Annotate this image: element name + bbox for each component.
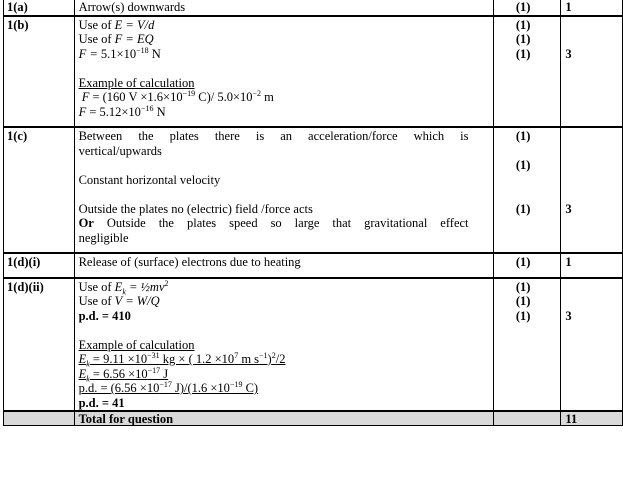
answer-cell [74,278,493,412]
table-row-1a [4,0,623,16]
answer-line: Use of $E_k$ = $\frac{1}{2}mv^2$ [78,278,169,296]
table-row-1dii [4,278,623,412]
calc-line: F = (160 $V \times 1.6\times 10^{-19}$ C)/ $5.0\times 10^{-2}$ m [81,88,274,104]
total-row [4,411,623,426]
total-mark: 3 [561,278,623,412]
total-mark: 3 [561,16,623,128]
example-title: Example of calculation [78,75,195,90]
answer-text: Release of (surface) electrons due to heating [78,255,301,269]
table-row-1b [4,16,623,128]
question-number: 1(d)(ii) [4,278,75,412]
total-mark: 1 [561,0,623,16]
calc-line: $F = 5.12\times 10^{-16}$ N [78,103,166,119]
answer-line: p.d. = 41 [78,395,125,410]
table-row-1c [4,127,623,253]
grand-total: 11 [561,411,623,426]
mark-scheme-table [3,0,623,426]
example-title: Example of calculation [78,337,195,352]
answer-line: Use of E = V/d [78,17,155,32]
question-number: 1(d)(i) [4,253,75,278]
total-mark: 1 [561,253,623,278]
answer-cell [74,16,493,128]
answer-line: Constant horizontal velocity [78,172,221,187]
question-number: 1(a) [4,0,75,16]
total-label: Total for question [74,411,493,426]
answer-cell [74,127,493,253]
total-mark: 3 [561,127,623,253]
marks-cell: (1) (1) (1) [493,278,561,412]
answer-line: $F = 5.1\times 10^{-18}$ N [78,45,161,61]
question-number: 1(c) [4,127,75,253]
mark: (1) [515,0,531,14]
answer-line: Or Outside the plates speed so large that gravitational effect [78,216,469,230]
answer-line: Outside the plates no (electric) field /force acts [78,201,313,216]
table-row-1di [4,253,623,278]
answer-line: Use of V = W/Q [78,294,160,308]
marks-cell: (1) [493,253,561,278]
question-number: 1(b) [4,16,75,128]
answer-line: p.d. = 410 [78,308,131,323]
marks-cell: (1) (1) (1) [493,16,561,128]
answer-line: Between the plates there is an acceleration/force which is [78,129,469,143]
answer-cell [74,0,493,16]
answer-text: Arrow(s) downwards [78,0,186,14]
marks-cell: (1) (1) (1) [493,127,561,253]
answer-line: negligible [78,230,129,245]
calc-line: $E_k = 9.11 \times 10^{-31}$ kg × ( $1.2 \times 10^7$ m $s^{-1})^2/2$ [78,350,286,369]
answer-cell [74,253,493,278]
answer-line: vertical/upwards [78,143,162,158]
calc-line: p.d. = ($6.56 \times 10^{-17}$ $J)/(1.6 \times 10^{-19}$ C) [78,379,259,395]
marks-cell [493,0,561,16]
calc-line: $E_k = 6.56 \times 10^{-17}$ J [78,365,169,383]
answer-line: Use of F = EQ [78,32,154,46]
